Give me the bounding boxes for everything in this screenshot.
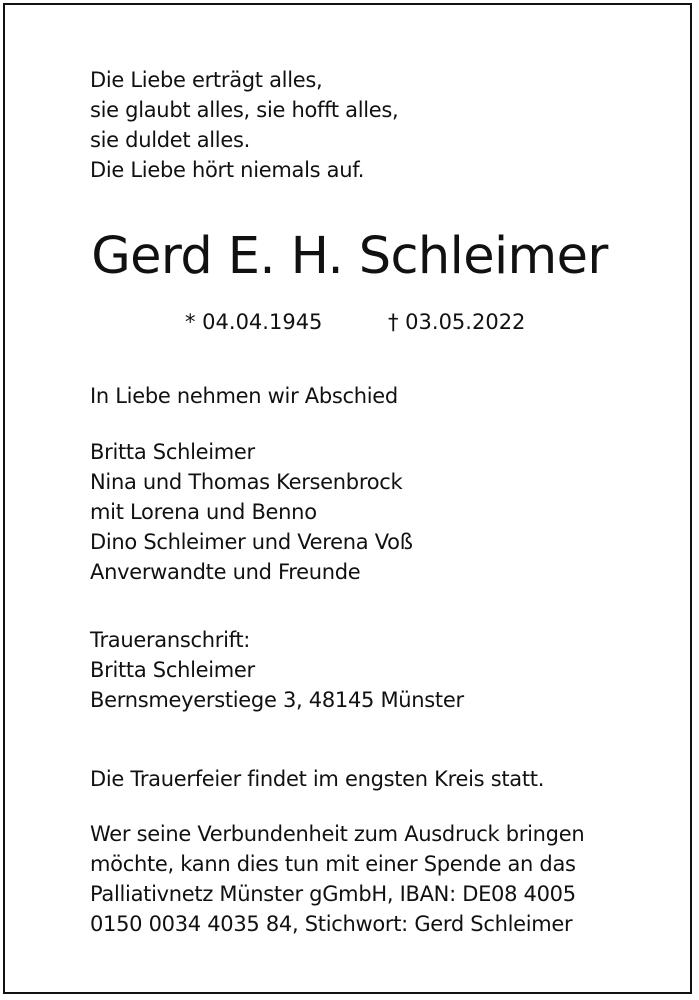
birth-date: * 04.04.1945 [185,310,323,334]
verse-line: sie duldet alles. [90,128,250,152]
address-line: Britta Schleimer [90,658,255,682]
mourner: Britta Schleimer [90,440,255,464]
deceased-name: Gerd E. H. Schleimer [91,227,608,286]
donation-line: Palliativnetz Münster gGmbH, IBAN: DE08 4005 [90,882,576,906]
address-line: Traueranschrift: [90,628,251,652]
death-date: † 03.05.2022 [388,310,526,334]
donation-line: Wer seine Verbundenheit zum Ausdruck bringen [90,822,585,846]
mourner: Anverwandte und Freunde [90,560,361,584]
farewell-line: In Liebe nehmen wir Abschied [90,384,398,408]
mourner: Nina und Thomas Kersenbrock [90,470,403,494]
verse-line: Die Liebe erträgt alles, [90,68,323,92]
mourner: mit Lorena und Benno [90,500,317,524]
ceremony-line: Die Trauerfeier findet im engsten Kreis statt. [90,767,545,791]
address-line: Bernsmeyerstiege 3, 48145 Münster [90,688,464,712]
mourner: Dino Schleimer und Verena Voß [90,530,413,554]
donation-line: möchte, kann dies tun mit einer Spende an das [90,852,576,876]
verse-line: Die Liebe hört niemals auf. [90,158,365,182]
verse [90,65,398,185]
mourning-address [90,625,464,715]
ceremony-notice [90,764,544,794]
mourners-list [90,437,413,587]
donation-notice [90,819,584,939]
obituary-card [3,3,692,994]
verse-line: sie glaubt alles, sie hofft alles, [90,98,399,122]
donation-line: 0150 0034 4035 84, Stichwort: Gerd Schleimer [90,912,573,936]
farewell-text [90,381,398,411]
